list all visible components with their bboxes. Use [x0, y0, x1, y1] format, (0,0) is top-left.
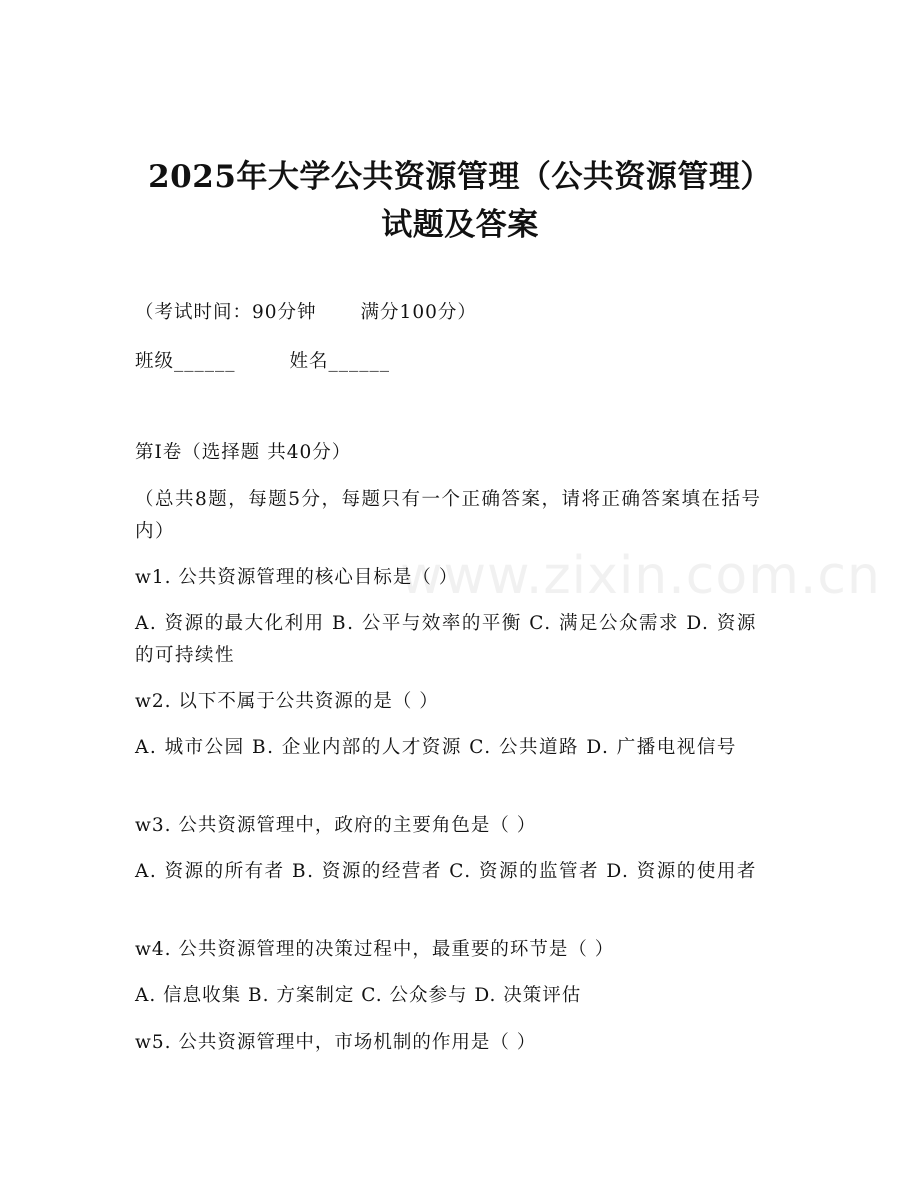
question-stem: w3. 公共资源管理中，政府的主要角色是（ ）: [135, 815, 537, 836]
question-stem: w1. 公共资源管理的核心目标是（ ）: [135, 567, 459, 588]
question-stem: w2. 以下不属于公共资源的是（ ）: [135, 691, 439, 712]
watermark: www.zixin.com.cn: [400, 546, 881, 606]
page-title: 2025年大学公共资源管理（公共资源管理）: [148, 159, 772, 195]
section-title: 第I卷（选择题 共40分）: [135, 442, 352, 463]
question-options: A. 信息收集 B. 方案制定 C. 公众参与 D. 决策评估: [135, 985, 582, 1006]
page-subtitle: 试题及答案: [381, 207, 539, 243]
exam-score: 满分100分）: [360, 302, 477, 323]
exam-info: [135, 297, 785, 329]
student-fields: [135, 346, 785, 378]
question-stem: w4. 公共资源管理的决策过程中，最重要的环节是（ ）: [135, 939, 615, 960]
class-field: 班级______: [135, 351, 236, 372]
name-field: 姓名______: [289, 351, 391, 372]
question-stem: w5. 公共资源管理中，市场机制的作用是（ ）: [135, 1032, 537, 1053]
question-options: A. 资源的所有者 B. 资源的经营者 C. 资源的监管者 D. 资源的使用者: [135, 861, 757, 882]
question-options: A. 城市公园 B. 企业内部的人才资源 C. 公共道路 D. 广播电视信号: [135, 737, 737, 758]
question-options: A. 资源的最大化利用 B. 公平与效率的平衡 C. 满足公众需求 D. 资源的可持续性: [135, 613, 757, 666]
exam-time: （考试时间：90分钟: [135, 302, 317, 323]
section-instructions: （总共8题，每题5分，每题只有一个正确答案，请将正确答案填在括号内）: [135, 489, 762, 542]
